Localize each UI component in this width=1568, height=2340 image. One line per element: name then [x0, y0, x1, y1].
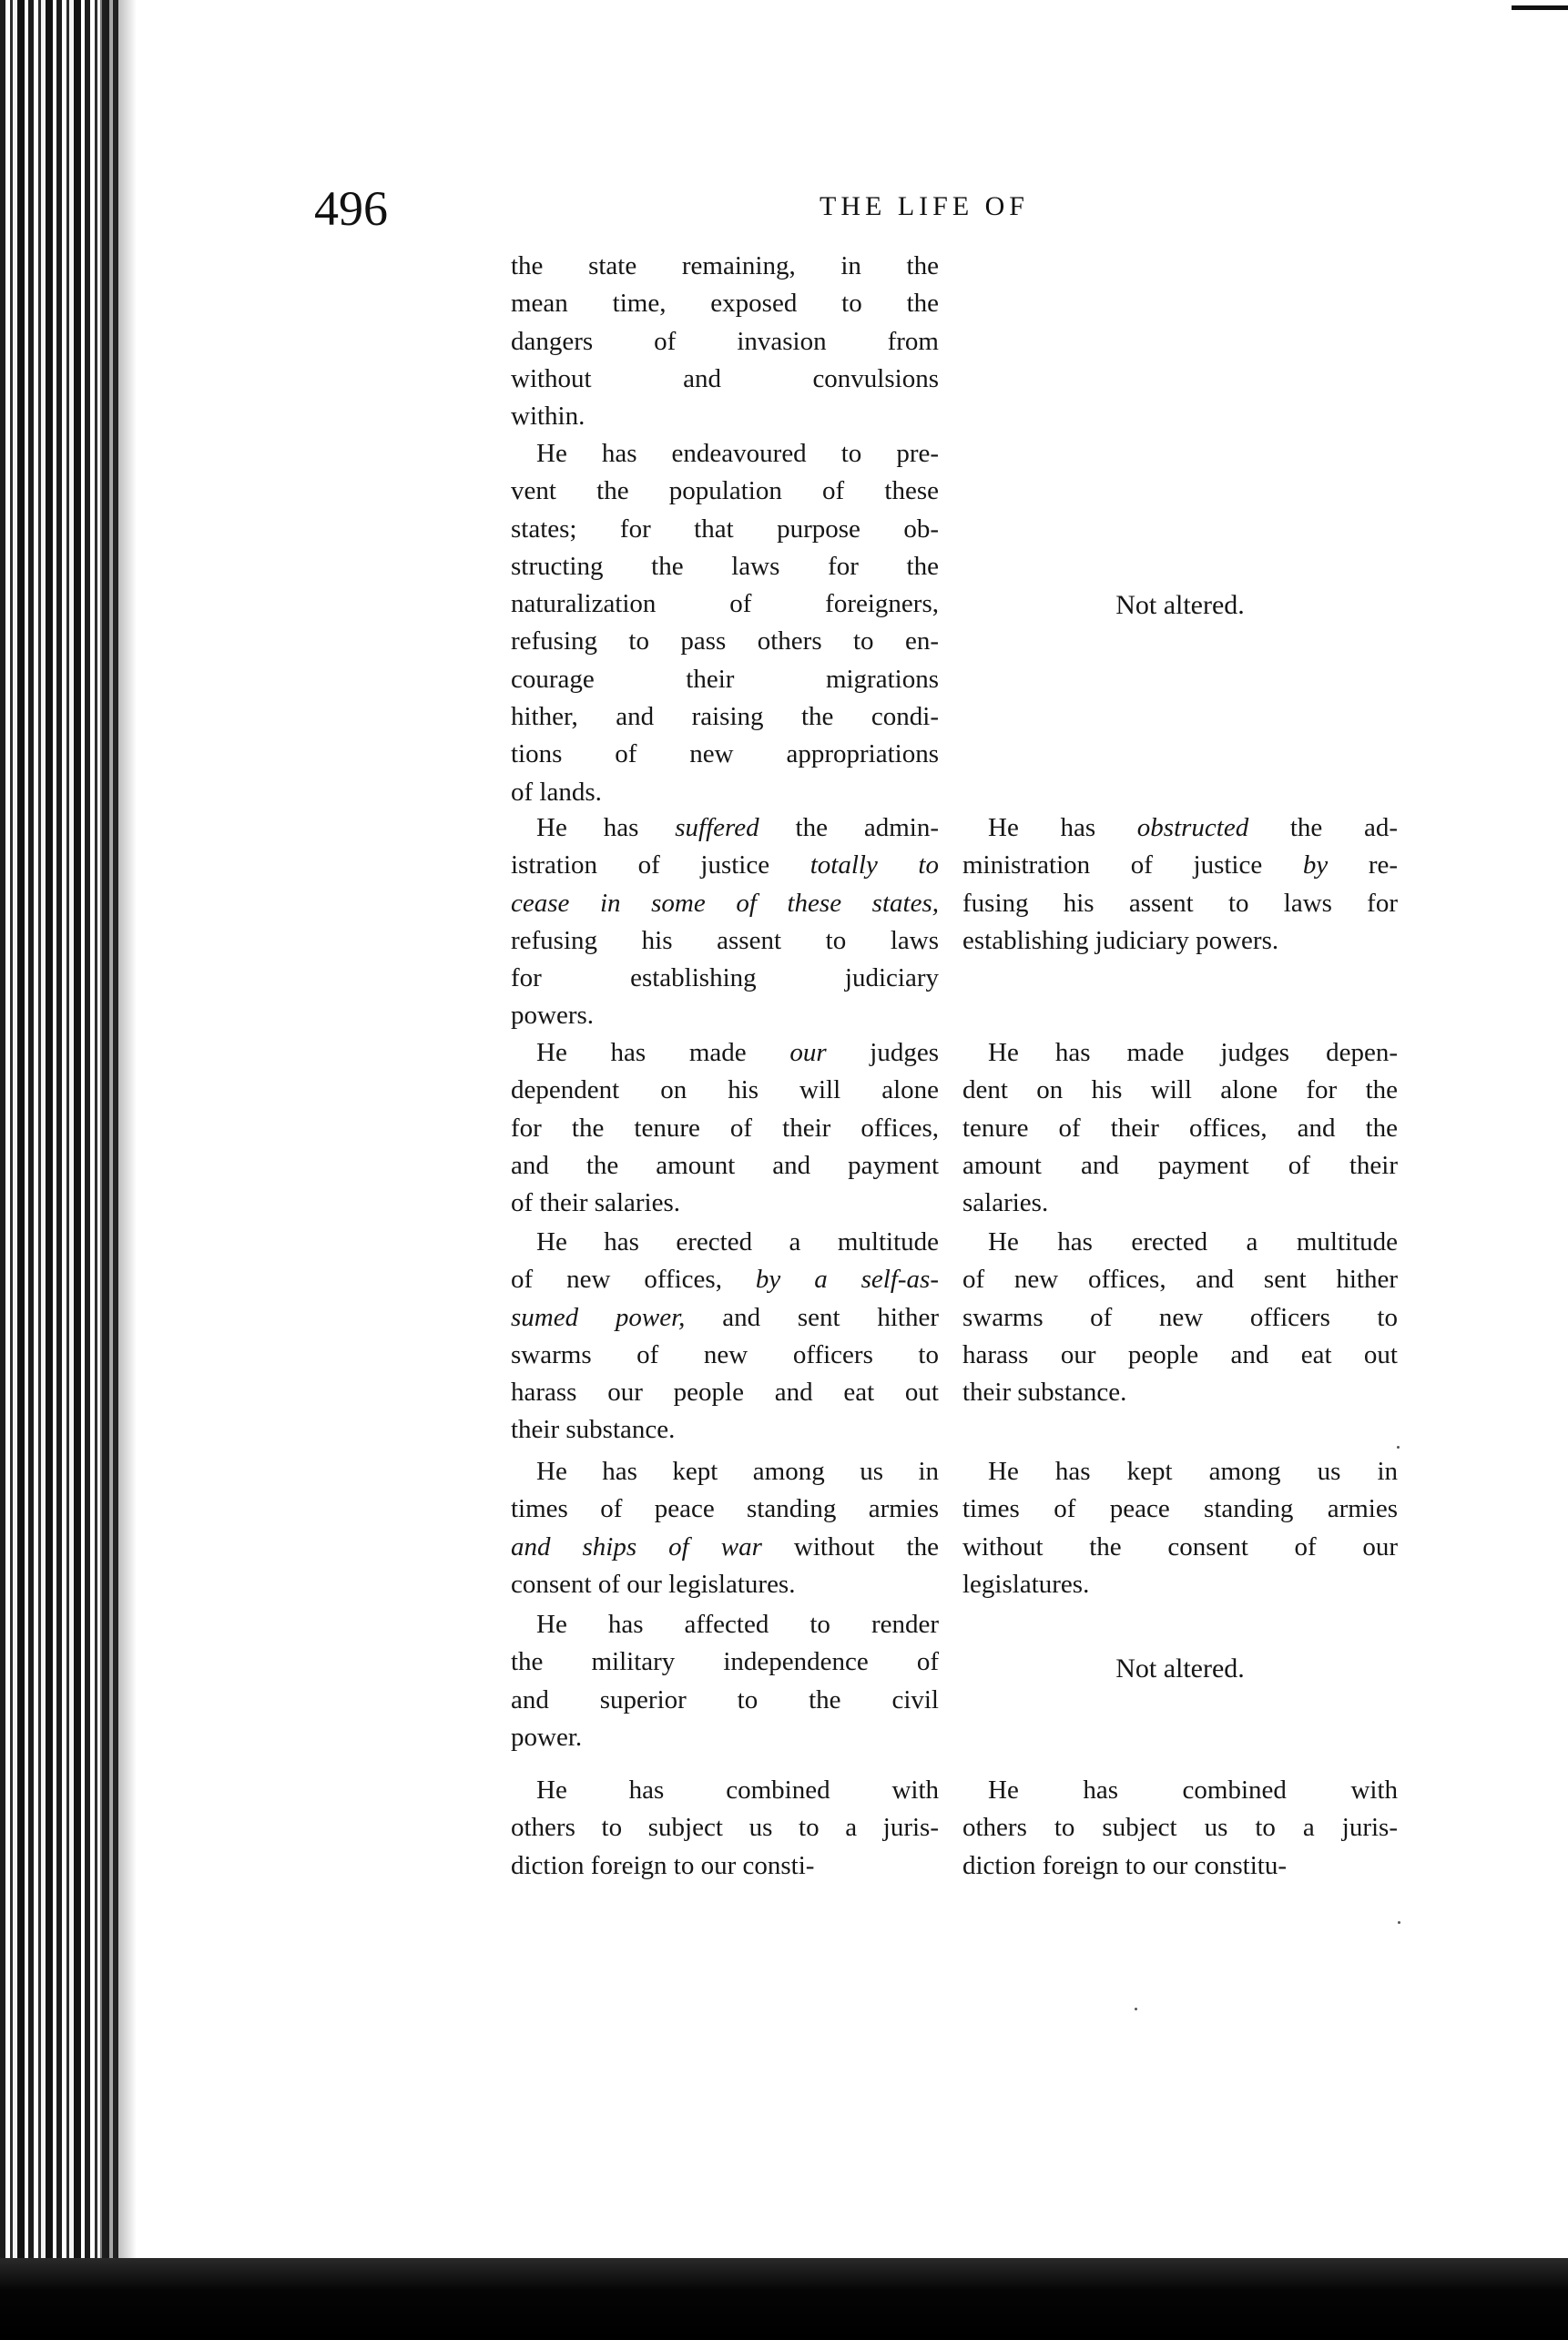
- text-line: of their salaries.: [511, 1188, 681, 1218]
- text-line: for the tenure of their offices,: [511, 1113, 939, 1143]
- text-line: tions of new appropriations: [511, 739, 939, 769]
- text-line: and the amount and payment: [511, 1150, 939, 1180]
- left-paragraph-6: [511, 1453, 939, 1603]
- not-altered-note-1: Not altered.: [1115, 590, 1245, 620]
- text-line: tenure of their offices, and the: [962, 1113, 1398, 1143]
- text-line: power.: [511, 1722, 583, 1752]
- left-paragraph-1: [511, 248, 939, 435]
- text-line: times of peace standing armies: [511, 1494, 939, 1524]
- right-paragraph-4: [962, 1453, 1398, 1603]
- left-paragraph-2: [511, 435, 939, 811]
- text-line: consent of our legislatures.: [511, 1569, 796, 1599]
- text-line: He has obstructed the ad-: [988, 813, 1398, 842]
- text-line: establishing judiciary powers.: [962, 925, 1279, 955]
- text-line: others to subject us to a juris-: [511, 1813, 939, 1843]
- left-paragraph-7: [511, 1606, 939, 1756]
- text-line: salaries.: [962, 1188, 1049, 1218]
- text-line: He has made our judges: [536, 1038, 939, 1067]
- bottom-edge-shadow: [0, 2258, 1568, 2340]
- text-line: legislatures.: [962, 1569, 1090, 1599]
- right-paragraph-1: [962, 809, 1398, 960]
- text-line: He has erected a multitude: [536, 1227, 939, 1256]
- binding-shadow: [100, 0, 137, 2276]
- text-line: mean time, exposed to the: [511, 289, 939, 319]
- text-line: refusing to pass others to en-: [511, 626, 939, 656]
- running-head: THE LIFE OF: [820, 191, 1029, 221]
- right-paragraph-2: [962, 1034, 1398, 1222]
- text-line: of new offices, and sent hither: [962, 1265, 1398, 1295]
- text-line: their substance.: [962, 1378, 1127, 1408]
- left-paragraph-3: [511, 809, 939, 1035]
- text-line: vent the population of these: [511, 476, 939, 506]
- text-line: within.: [511, 402, 585, 432]
- text-line: their substance.: [511, 1415, 676, 1445]
- text-line: He has endeavoured to pre-: [536, 439, 939, 468]
- text-line: sumed power, and sent hither: [511, 1302, 939, 1332]
- right-paragraph-5: [962, 1772, 1398, 1885]
- text-line: hither, and raising the condi-: [511, 702, 939, 732]
- text-line: others to subject us to a juris-: [962, 1813, 1398, 1843]
- text-line: He has combined with: [536, 1775, 939, 1805]
- text-line: diction foreign to our constitu-: [962, 1850, 1287, 1880]
- text-line: without the consent of our: [962, 1531, 1398, 1562]
- text-line: cease in some of these states,: [511, 888, 939, 918]
- text-line: fusing his assent to laws for: [962, 888, 1398, 918]
- text-line: He has erected a multitude: [988, 1227, 1398, 1256]
- text-line: He has made judges depen-: [988, 1038, 1398, 1067]
- text-line: the state remaining, in the: [511, 251, 939, 280]
- ink-speck: [1398, 1921, 1400, 1924]
- text-line: swarms of new officers to: [962, 1302, 1398, 1332]
- text-line: naturalization of foreigners,: [511, 589, 939, 619]
- text-line: dangers of invasion from: [511, 326, 939, 356]
- text-line: harass our people and eat out: [962, 1339, 1398, 1369]
- text-line: He has suffered the admin-: [536, 813, 939, 842]
- text-line: swarms of new officers to: [511, 1339, 939, 1369]
- text-line: amount and payment of their: [962, 1150, 1398, 1180]
- text-line: refusing his assent to laws: [511, 925, 939, 955]
- text-line: structing the laws for the: [511, 551, 939, 581]
- text-line: courage their migrations: [511, 664, 939, 694]
- text-line: the military independence of: [511, 1647, 939, 1677]
- text-line: dent on his will alone for the: [962, 1075, 1398, 1105]
- text-line: dependent on his will alone: [511, 1075, 939, 1105]
- text-line: istration of justice totally to: [511, 850, 939, 880]
- text-line: times of peace standing armies: [962, 1494, 1398, 1524]
- text-line: and superior to the civil: [511, 1684, 939, 1714]
- text-line: He has combined with: [988, 1775, 1398, 1805]
- right-paragraph-3: [962, 1224, 1398, 1411]
- left-paragraph-5: [511, 1224, 939, 1450]
- text-line: of new offices, by a self-as-: [511, 1265, 939, 1295]
- text-line: powers.: [511, 1001, 595, 1031]
- text-line: and ships of war without the: [511, 1531, 939, 1562]
- not-altered-note-2: Not altered.: [1115, 1653, 1245, 1684]
- text-line: for establishing judiciary: [511, 963, 939, 993]
- text-line: harass our people and eat out: [511, 1378, 939, 1408]
- text-line: of lands.: [511, 777, 602, 807]
- text-line: He has kept among us in: [536, 1457, 939, 1486]
- text-line: states; for that purpose ob-: [511, 514, 939, 544]
- ink-speck: [1397, 1446, 1400, 1449]
- text-line: He has affected to render: [536, 1610, 939, 1639]
- left-paragraph-4: [511, 1034, 939, 1222]
- page-number: 496: [314, 181, 388, 236]
- left-paragraph-8: [511, 1772, 939, 1885]
- text-line: ministration of justice by re-: [962, 850, 1399, 880]
- text-line: without and convulsions: [511, 363, 939, 393]
- text-line: He has kept among us in: [988, 1457, 1398, 1486]
- scan-mark: [1512, 5, 1568, 10]
- text-line: diction foreign to our consti-: [511, 1850, 815, 1880]
- ink-speck: [1135, 2008, 1137, 2010]
